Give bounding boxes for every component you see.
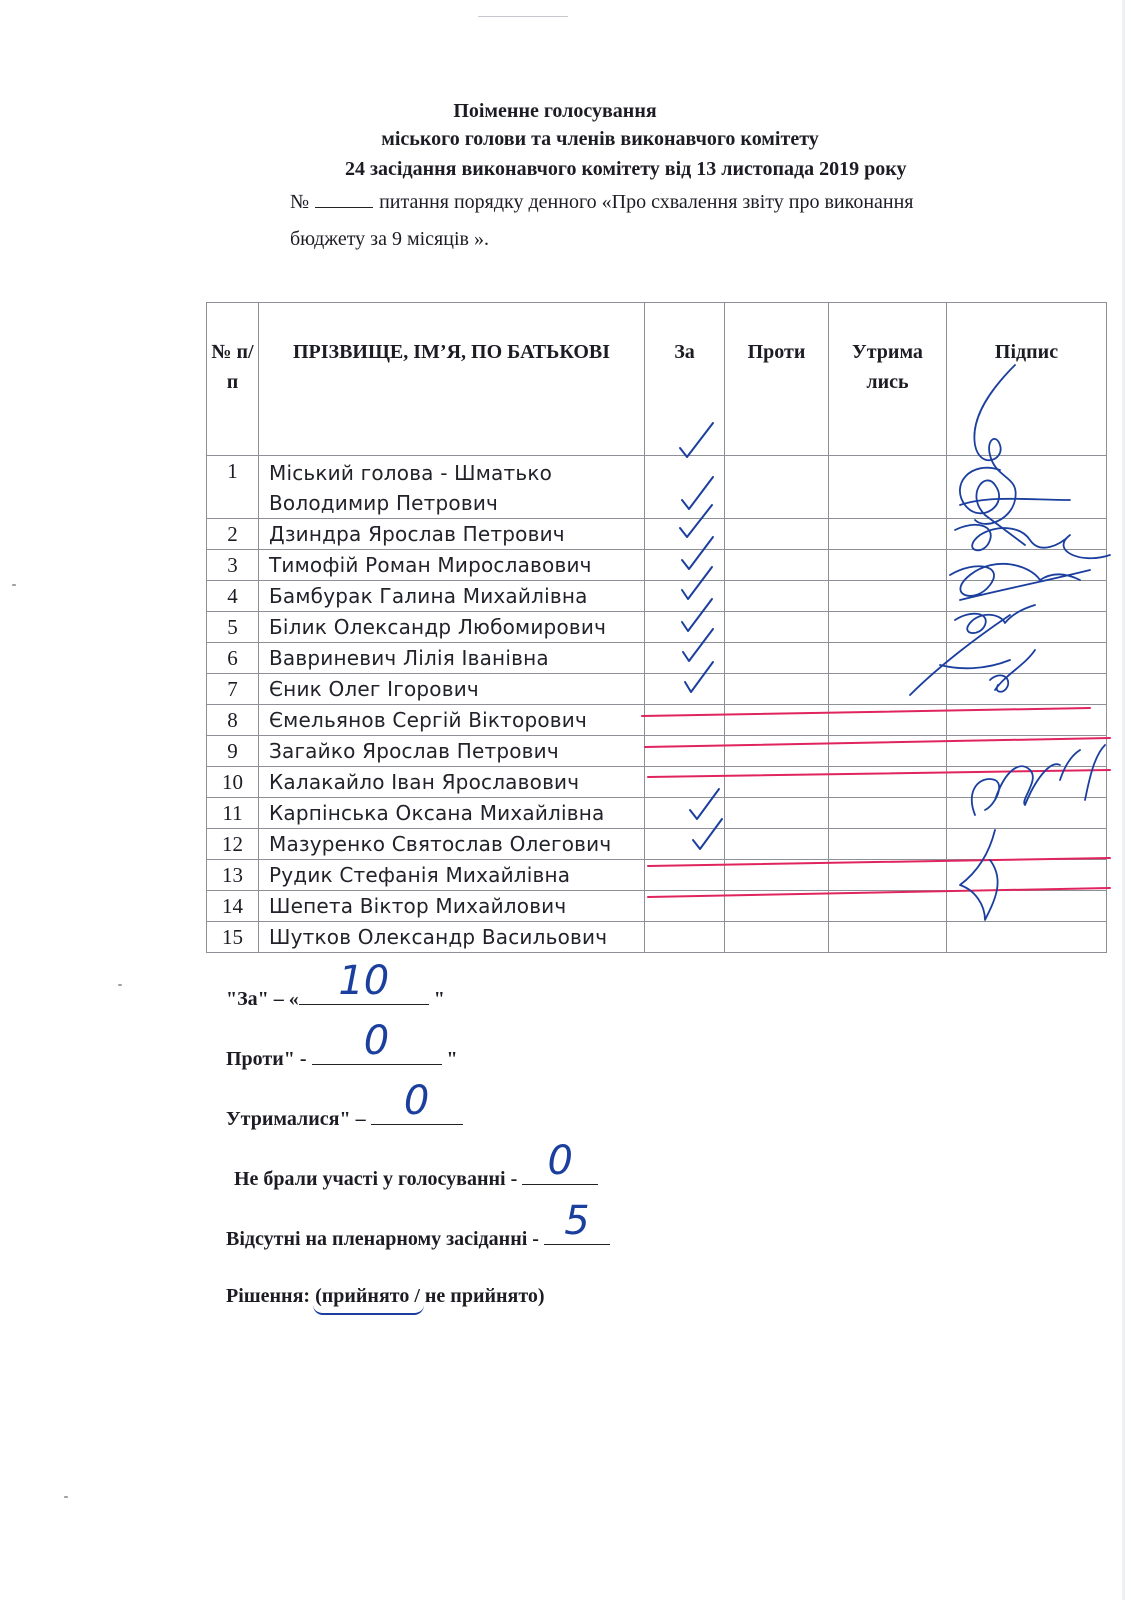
vote-against-cell: [725, 829, 829, 860]
row-number: 6: [207, 643, 259, 674]
vote-abstained-cell: [829, 922, 947, 953]
vote-abstained-cell: [829, 550, 947, 581]
vote-abstained-cell: [829, 767, 947, 798]
signature-cell: [947, 581, 1107, 612]
decision-rest: не прийнято): [419, 1285, 545, 1307]
summary-against-label: Проти" -: [226, 1048, 312, 1070]
vote-against-cell: [725, 860, 829, 891]
vote-abstained-cell: [829, 612, 947, 643]
table-row: [207, 456, 1107, 519]
vote-against-cell: [725, 922, 829, 953]
member-name: Єник Олег Ігорович: [259, 674, 645, 705]
summary-abstained-value: 0: [403, 1078, 430, 1124]
vote-for-cell: [645, 922, 725, 953]
vote-against-cell: [725, 643, 829, 674]
table-row: [207, 674, 1107, 705]
signature-cell: [947, 829, 1107, 860]
vote-against-cell: [725, 519, 829, 550]
scan-artifact: [64, 1496, 68, 1498]
row-number: 8: [207, 705, 259, 736]
summary-for-value: 10: [338, 958, 390, 1004]
signature-cell: [947, 456, 1107, 519]
summary-abstained-blank: [371, 1078, 463, 1125]
vote-abstained-cell: [829, 891, 947, 922]
table-row: [207, 612, 1107, 643]
header-signature-text: Підпис: [994, 341, 1059, 363]
summary-decision: [226, 1285, 545, 1308]
decision-choice: [315, 1285, 420, 1307]
vote-against-cell: [725, 891, 829, 922]
signature-cell: [947, 519, 1107, 550]
vote-against-cell: [725, 456, 829, 519]
agenda-text-line1: питання порядку денного «Про схвалення звіту про виконання: [379, 191, 914, 213]
summary-not-voting-label: Не брали участі у голосуванні -: [234, 1168, 523, 1190]
table-row: [207, 767, 1107, 798]
vote-against-cell: [725, 705, 829, 736]
scan-edge: [1122, 0, 1125, 1600]
doc-title-line2: міського голови та членів виконавчого комітету: [381, 128, 819, 150]
header-against-text: Проти: [747, 341, 806, 363]
vote-abstained-cell: [829, 581, 947, 612]
summary-absent: [226, 1198, 610, 1251]
table-row: [207, 860, 1107, 891]
summary-against: [226, 1018, 458, 1071]
doc-title-line3: 24 засідання виконавчого комітету від 13 листопада 2019 року: [345, 158, 907, 180]
scan-artifact: [118, 984, 122, 986]
member-name: Карпінська Оксана Михайлівна: [259, 798, 645, 829]
decision-underline: [313, 1305, 424, 1315]
vote-for-cell: [645, 674, 725, 705]
vote-for-cell: [645, 705, 725, 736]
signature-cell: [947, 767, 1107, 798]
agenda-prefix: №: [290, 191, 310, 213]
summary-absent-blank: [544, 1198, 610, 1245]
member-name-line2: Володимир Петрович: [269, 491, 499, 515]
vote-for-cell: [645, 891, 725, 922]
signature-cell: [947, 550, 1107, 581]
summary-against-blank: [312, 1018, 442, 1065]
row-number: 10: [207, 767, 259, 798]
header-name: [259, 303, 645, 456]
summary-abstained: [226, 1078, 463, 1131]
vote-abstained-cell: [829, 798, 947, 829]
signature-cell: [947, 860, 1107, 891]
header-name-text: ПРІЗВИЩЕ, ІМ’Я, ПО БАТЬКОВІ: [292, 341, 611, 363]
member-name: Бамбурак Галина Михайлівна: [259, 581, 645, 612]
decision-label: Рішення:: [226, 1285, 316, 1307]
scan-artifact: [12, 584, 16, 586]
table-row: [207, 519, 1107, 550]
summary-absent-label: Відсутні на пленарному засіданні -: [226, 1228, 544, 1250]
member-name: Шепета Віктор Михайлович: [259, 891, 645, 922]
vote-for-cell: [645, 829, 725, 860]
row-number: 4: [207, 581, 259, 612]
vote-for-cell: [645, 581, 725, 612]
signature-cell: [947, 705, 1107, 736]
summary-for-blank: [299, 958, 429, 1005]
header-num-text: № п/п: [211, 341, 254, 393]
vote-for-cell: [645, 736, 725, 767]
vote-abstained-cell: [829, 674, 947, 705]
vote-abstained-cell: [829, 456, 947, 519]
row-number: 3: [207, 550, 259, 581]
header-abstained: [829, 303, 947, 456]
header-for-text: За: [674, 341, 695, 363]
agenda-line1: [290, 185, 1110, 219]
row-number: 14: [207, 891, 259, 922]
vote-against-cell: [725, 581, 829, 612]
vote-against-cell: [725, 736, 829, 767]
table-row: [207, 891, 1107, 922]
vote-for-cell: [645, 456, 725, 519]
member-name: Дзиндра Ярослав Петрович: [259, 519, 645, 550]
member-name: Тимофій Роман Мирославович: [259, 550, 645, 581]
signature-cell: [947, 643, 1107, 674]
header-signature: [947, 303, 1107, 456]
summary-for-label: "За" – «: [226, 988, 299, 1010]
vote-against-cell: [725, 798, 829, 829]
vote-abstained-cell: [829, 829, 947, 860]
row-number: 11: [207, 798, 259, 829]
member-name: Ємельянов Сергій Вікторович: [259, 705, 645, 736]
vote-for-cell: [645, 550, 725, 581]
summary-against-close: ": [441, 1048, 458, 1070]
table-row: [207, 705, 1107, 736]
row-number: 9: [207, 736, 259, 767]
agenda-number-blank: [315, 193, 373, 208]
vote-abstained-cell: [829, 643, 947, 674]
table-row: [207, 550, 1107, 581]
vote-abstained-cell: [829, 736, 947, 767]
member-name: Калакайло Іван Ярославович: [259, 767, 645, 798]
member-name: Білик Олександр Любомирович: [259, 612, 645, 643]
summary-against-value: 0: [363, 1018, 390, 1064]
header-against: [725, 303, 829, 456]
row-number: 1: [207, 456, 259, 519]
vote-abstained-cell: [829, 519, 947, 550]
summary-absent-value: 5: [564, 1198, 590, 1244]
header-abstained-text: Утрима лись: [852, 341, 923, 393]
agenda-line2: бюджету за 9 місяців ».: [290, 228, 489, 250]
table-row: [207, 922, 1107, 953]
decision-chosen: (прийнято /: [315, 1285, 420, 1307]
member-name-line1: Міський голова - Шматько: [269, 461, 553, 485]
signature-cell: [947, 891, 1107, 922]
vote-against-cell: [725, 767, 829, 798]
signature-cell: [947, 798, 1107, 829]
vote-against-cell: [725, 612, 829, 643]
vote-abstained-cell: [829, 705, 947, 736]
header-num: [207, 303, 259, 456]
summary-for: [226, 958, 445, 1011]
table-row: [207, 581, 1107, 612]
member-name: Шутков Олександр Васильович: [259, 922, 645, 953]
member-name: Мазуренко Святослав Олегович: [259, 829, 645, 860]
row-number: 13: [207, 860, 259, 891]
member-name: Вавриневич Лілія Іванівна: [259, 643, 645, 674]
member-name: Рудик Стефанія Михайлівна: [259, 860, 645, 891]
signature-cell: [947, 612, 1107, 643]
summary-not-voting: [234, 1138, 598, 1191]
table-header-row: [207, 303, 1107, 456]
vote-abstained-cell: [829, 860, 947, 891]
scan-artifact: [478, 16, 568, 17]
summary-for-close: ": [428, 988, 445, 1010]
vote-for-cell: [645, 519, 725, 550]
row-number: 2: [207, 519, 259, 550]
vote-for-cell: [645, 643, 725, 674]
header-for: [645, 303, 725, 456]
table-row: [207, 736, 1107, 767]
vote-table: [206, 302, 1107, 953]
table-row: [207, 798, 1107, 829]
table-row: [207, 829, 1107, 860]
vote-for-cell: [645, 767, 725, 798]
vote-against-cell: [725, 674, 829, 705]
summary-abstained-label: Утрималися" –: [226, 1108, 371, 1130]
vote-for-cell: [645, 860, 725, 891]
summary-not-voting-blank: [522, 1138, 598, 1185]
table-row: [207, 643, 1107, 674]
row-number: 12: [207, 829, 259, 860]
member-name: Загайко Ярослав Петрович: [259, 736, 645, 767]
row-number: 5: [207, 612, 259, 643]
vote-against-cell: [725, 550, 829, 581]
row-number: 7: [207, 674, 259, 705]
signature-cell: [947, 922, 1107, 953]
row-number: 15: [207, 922, 259, 953]
doc-title-line1: Поіменне голосування: [453, 100, 657, 122]
vote-for-cell: [645, 798, 725, 829]
member-name: [259, 456, 645, 519]
signature-cell: [947, 736, 1107, 767]
summary-not-voting-value: 0: [547, 1138, 573, 1184]
signature-cell: [947, 674, 1107, 705]
vote-for-cell: [645, 612, 725, 643]
